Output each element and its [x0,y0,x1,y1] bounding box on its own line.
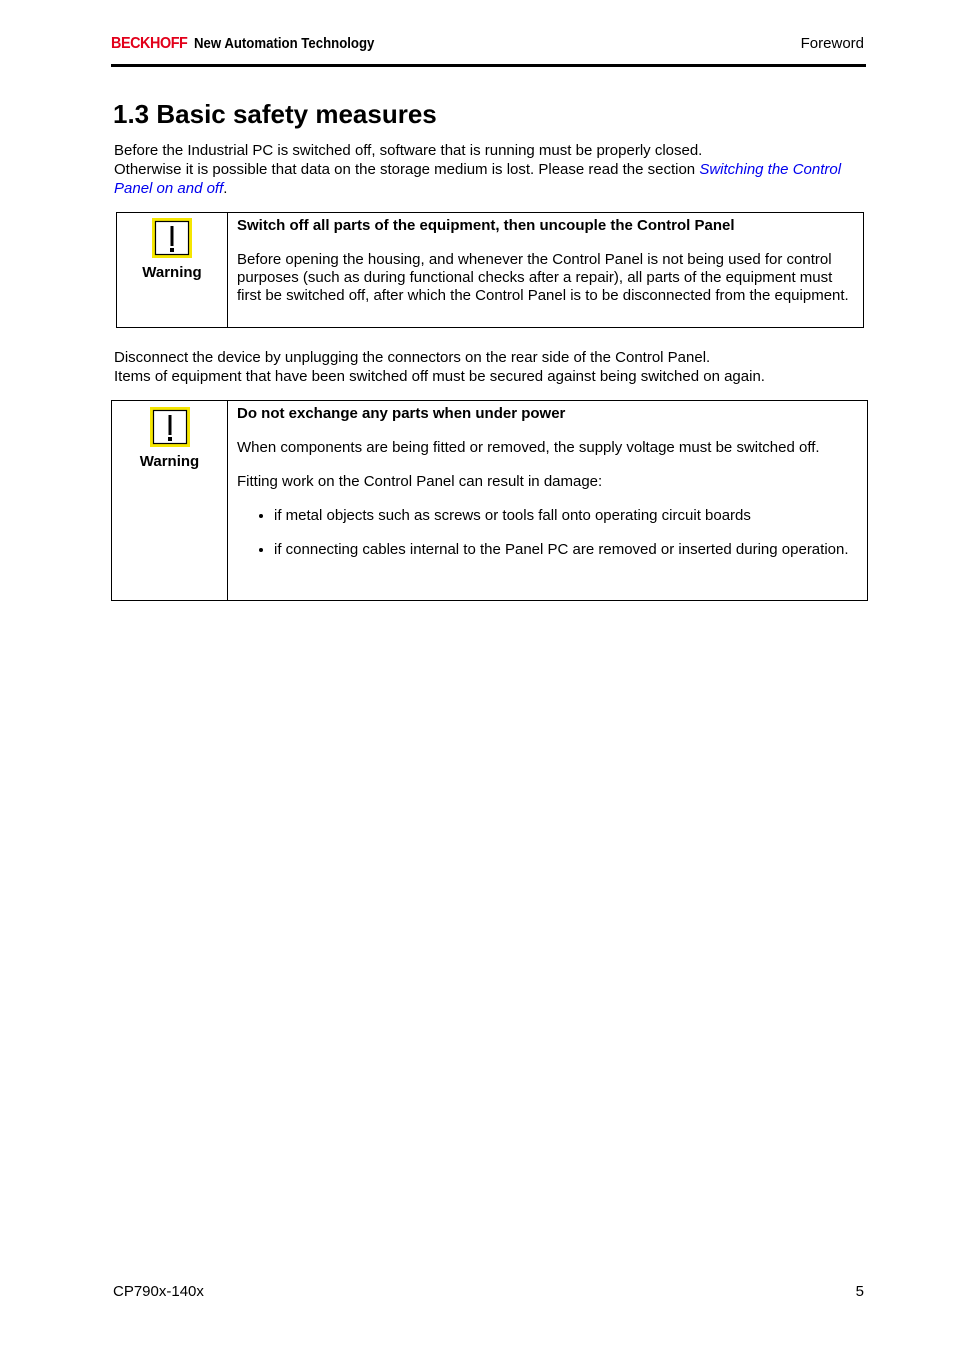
list-item: • if connecting cables internal to the Panel PC are removed or inserted during operation. [274,541,858,559]
list-item: • if metal objects such as screws or tools fall onto operating circuit boards [274,507,858,525]
brand-logo [111,35,399,53]
page-title: 1.3 Basic safety measures [113,99,437,129]
warning-box-2 [111,400,868,601]
warning-content [228,213,864,328]
warning-paragraph-2: Fitting work on the Control Panel can result in damage: [237,473,603,490]
disconnect-line-2: Items of equipment that have been switched off must be secured against being switched on again. [114,368,765,385]
warning-icon-cell [112,401,228,601]
damage-list [237,507,858,559]
warning-box-1 [116,212,864,328]
warning-label: Warning [142,264,202,281]
intro-end: . [223,180,228,197]
warning-exclamation-icon [152,218,192,258]
intro-line-1: Before the Industrial PC is switched off, software that is running must be properly closed. [114,142,703,159]
header-section-title: Foreword [800,35,864,52]
warning-title: Switch off all parts of the equipment, then uncouple the Control Panel [237,217,735,234]
footer-document-name: CP790x-140x [113,1283,204,1300]
warning-icon-cell [117,213,228,328]
switching-section-link[interactable]: Switching the Control Panel on and off [114,161,842,197]
intro-paragraph [114,141,854,198]
page-header [111,30,866,67]
brand-tagline: New Automation Technology [194,35,375,52]
warning-paragraph-1: When components are being fitted or removed, the supply voltage must be switched off. [237,439,820,456]
intro-line-2: Otherwise it is possible that data on the storage medium is lost. Please read the section [114,161,700,178]
disconnect-line-1: Disconnect the device by unplugging the connectors on the rear side of the Control Panel. [114,349,711,366]
brand-name: BECKHOFF [111,35,188,52]
disconnect-paragraph [114,348,854,386]
warning-exclamation-icon [150,407,190,447]
warning-label: Warning [139,453,200,470]
warning-content [228,401,868,601]
warning-text: Before opening the housing, and whenever the Control Panel is not being used for control purposes (such as during functional checks after a repair), all parts of the equipment must first be switched off, after which the Control Panel is to be disconnected from the equipment. [237,251,849,304]
footer-page-number: 5 [855,1283,864,1300]
warning-title: Do not exchange any parts when under power [237,405,566,422]
